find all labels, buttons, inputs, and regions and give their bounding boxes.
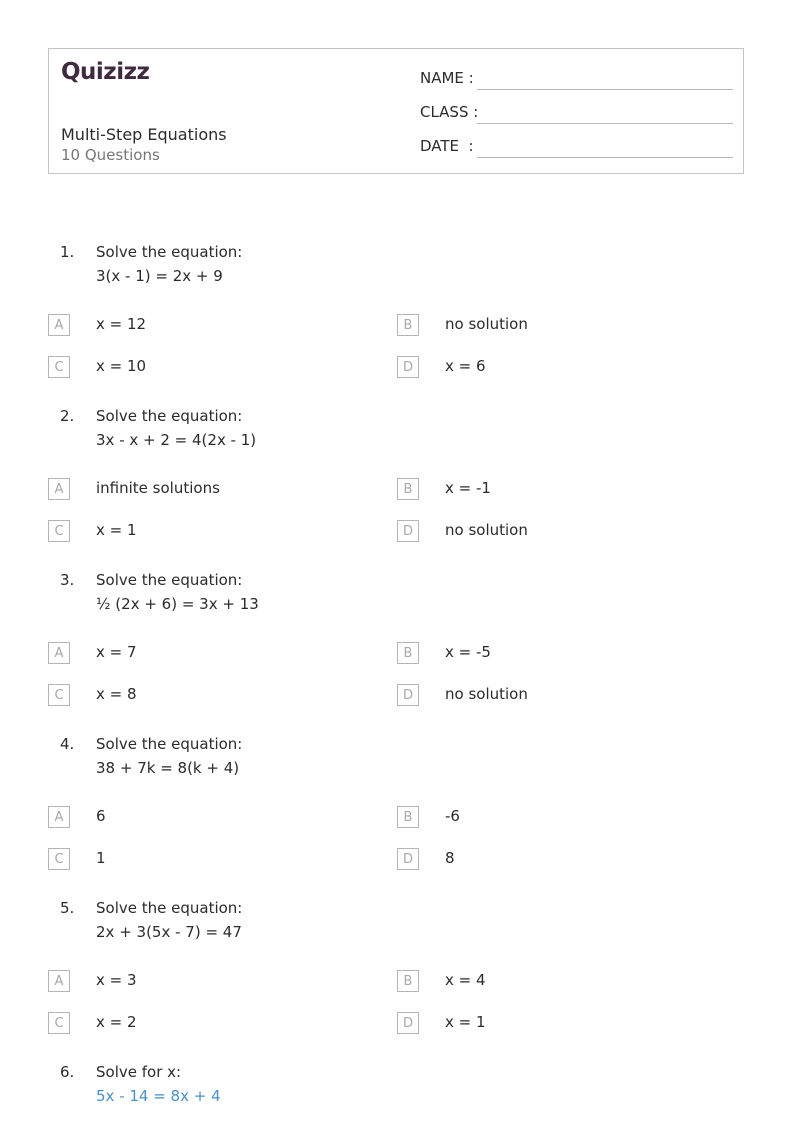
question-equation: 5x - 14 = 8x + 4 — [96, 1087, 221, 1105]
option-a-box[interactable]: A — [48, 642, 70, 664]
question-number: 3. — [60, 571, 75, 589]
option-a-box[interactable]: A — [48, 314, 70, 336]
option-b-text: x = -1 — [445, 479, 491, 497]
question-prompt: Solve the equation: — [96, 407, 243, 425]
question-prompt: Solve the equation: — [96, 243, 243, 261]
option-b-text: no solution — [445, 315, 528, 333]
question-prompt: Solve the equation: — [96, 899, 243, 917]
option-d-text: x = 1 — [445, 1013, 486, 1031]
option-b-text: x = 4 — [445, 971, 486, 989]
class-label: CLASS : — [420, 103, 479, 121]
question-number: 5. — [60, 899, 75, 917]
option-d-box[interactable]: D — [397, 356, 419, 378]
option-a-text: x = 7 — [96, 643, 137, 661]
option-a-text: 6 — [96, 807, 106, 825]
question-equation: ½ (2x + 6) = 3x + 13 — [96, 595, 259, 613]
option-b-box[interactable]: B — [397, 642, 419, 664]
option-c-box[interactable]: C — [48, 356, 70, 378]
date-line[interactable] — [477, 157, 733, 158]
option-c-box[interactable]: C — [48, 1012, 70, 1034]
option-a-box[interactable]: A — [48, 806, 70, 828]
option-b-text: -6 — [445, 807, 460, 825]
question-prompt: Solve the equation: — [96, 571, 243, 589]
option-d-text: no solution — [445, 685, 528, 703]
option-b-box[interactable]: B — [397, 314, 419, 336]
option-d-box[interactable]: D — [397, 1012, 419, 1034]
option-d-box[interactable]: D — [397, 848, 419, 870]
option-b-box[interactable]: B — [397, 806, 419, 828]
question-prompt: Solve the equation: — [96, 735, 243, 753]
option-d-text: no solution — [445, 521, 528, 539]
question-text — [96, 404, 256, 452]
name-line[interactable] — [477, 89, 733, 90]
option-c-box[interactable]: C — [48, 684, 70, 706]
class-line[interactable] — [477, 123, 733, 124]
question-prompt: Solve for x: — [96, 1063, 182, 1081]
question-equation: 3x - x + 2 = 4(2x - 1) — [96, 431, 257, 449]
option-d-text: 8 — [445, 849, 455, 867]
option-a-box[interactable]: A — [48, 478, 70, 500]
question-number: 6. — [60, 1063, 75, 1081]
question-number: 2. — [60, 407, 75, 425]
option-c-text: x = 10 — [96, 357, 147, 375]
question-number: 1. — [60, 243, 75, 261]
option-a-box[interactable]: A — [48, 970, 70, 992]
worksheet-header — [48, 48, 744, 174]
name-label: NAME : — [420, 69, 474, 87]
question-text — [96, 732, 242, 780]
option-b-text: x = -5 — [445, 643, 491, 661]
option-c-text: x = 1 — [96, 521, 137, 539]
question-text — [96, 240, 242, 288]
option-b-box[interactable]: B — [397, 478, 419, 500]
question-text — [96, 1060, 221, 1108]
question-text — [96, 568, 259, 616]
option-a-text: x = 12 — [96, 315, 147, 333]
question-equation: 2x + 3(5x - 7) = 47 — [96, 923, 242, 941]
option-c-text: x = 2 — [96, 1013, 137, 1031]
option-a-text: infinite solutions — [96, 479, 220, 497]
question-equation: 38 + 7k = 8(k + 4) — [96, 759, 240, 777]
worksheet-title: Multi-Step Equations — [61, 125, 227, 144]
option-c-text: 1 — [96, 849, 106, 867]
option-c-box[interactable]: C — [48, 520, 70, 542]
quizizz-logo: Quizizz — [61, 59, 150, 85]
option-d-box[interactable]: D — [397, 684, 419, 706]
question-count: 10 Questions — [61, 146, 160, 164]
option-d-text: x = 6 — [445, 357, 486, 375]
option-a-text: x = 3 — [96, 971, 137, 989]
question-equation: 3(x - 1) = 2x + 9 — [96, 267, 223, 285]
option-d-box[interactable]: D — [397, 520, 419, 542]
question-text — [96, 896, 242, 944]
option-c-text: x = 8 — [96, 685, 137, 703]
option-b-box[interactable]: B — [397, 970, 419, 992]
question-number: 4. — [60, 735, 75, 753]
date-label: DATE : — [420, 137, 474, 155]
option-c-box[interactable]: C — [48, 848, 70, 870]
